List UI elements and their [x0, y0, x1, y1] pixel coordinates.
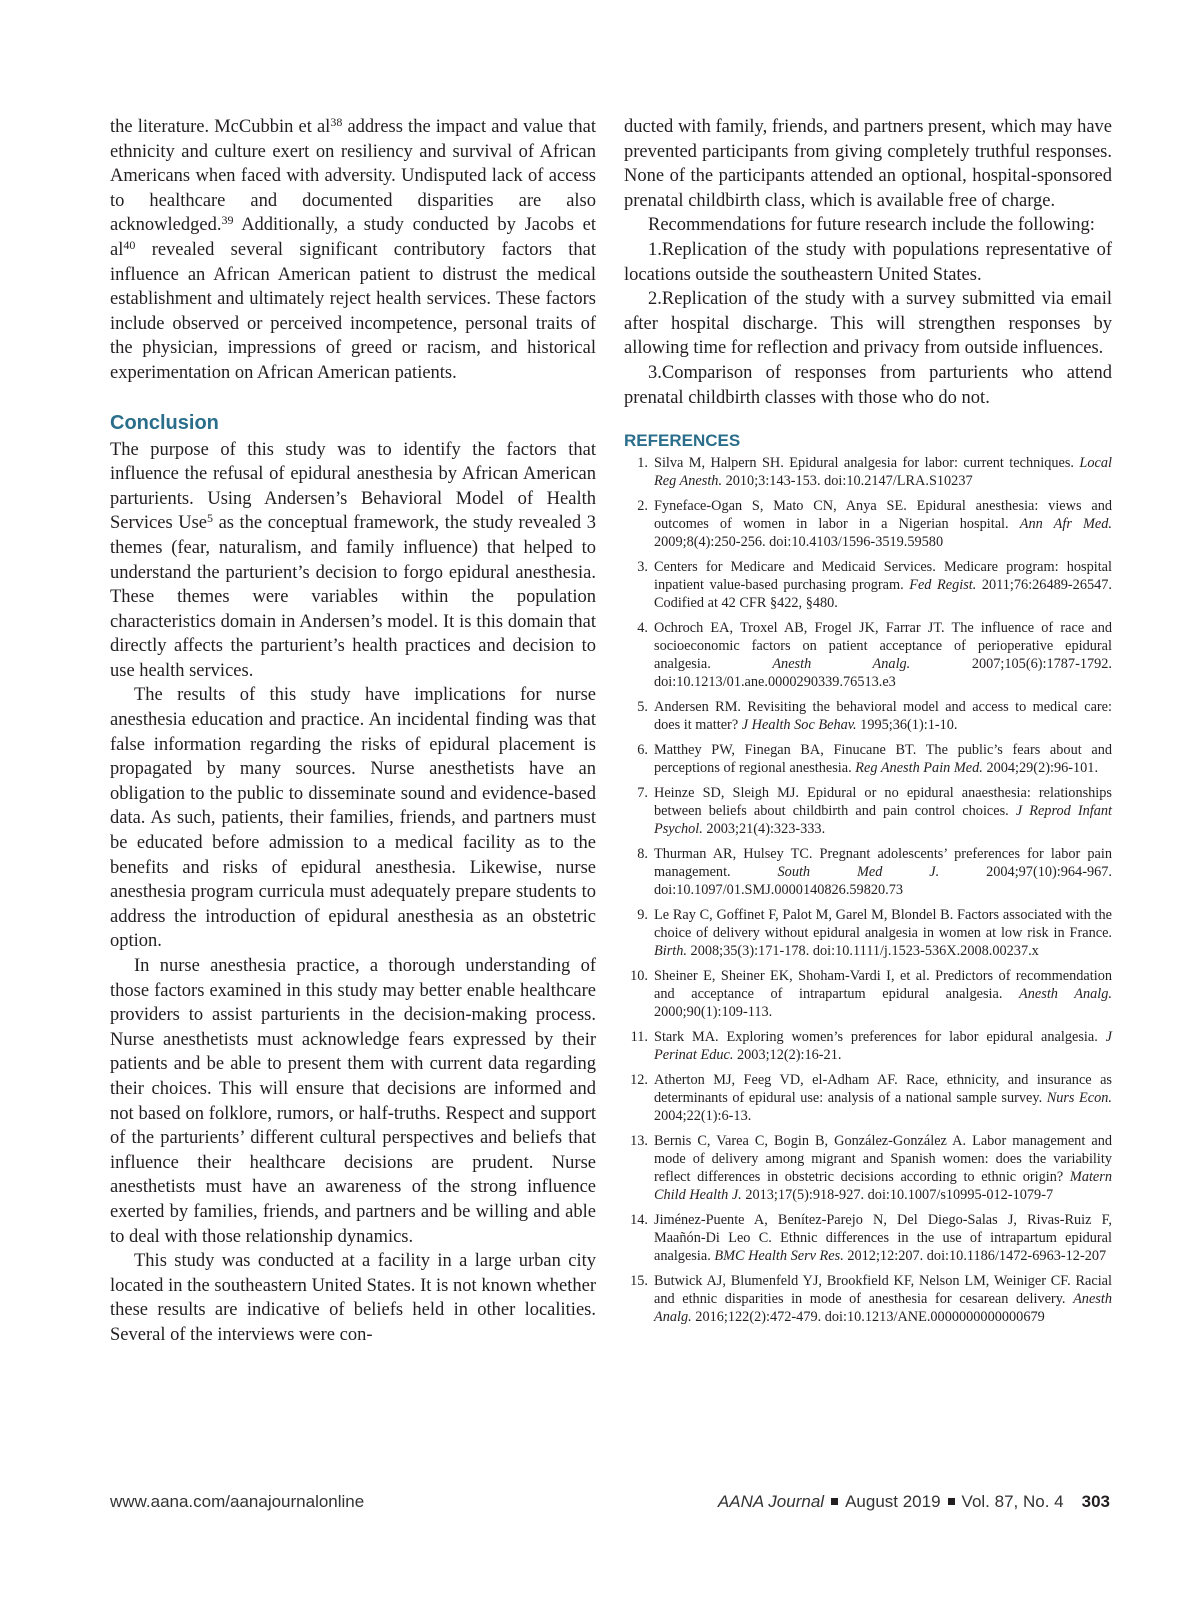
list-item: 1.Replication of the study with populations representative of locations outside the southeastern United States.: [624, 239, 1112, 285]
body-paragraph: Recommendations for future research include the following:: [648, 215, 1095, 236]
reference-number: 1 .: [624, 454, 648, 472]
journal-title: Reg Anesth Pain Med.: [855, 760, 983, 777]
footer-citation: [718, 1492, 1110, 1512]
citation-superscript: 40: [123, 237, 136, 252]
reference-item: 13 . Bernis C, Varea C, Bogin B, González-González A. Labor management and mode of delivery among migrant and Spanish women: does the variability reflect differences in obstetric decisions according to ethnic origin? Matern Child Health J. 2013;17(5):918-927. doi:10.1007/s10995-012-1079-7: [624, 1132, 1112, 1204]
right-column: [624, 115, 1112, 1333]
journal-title: Ann Afr Med.: [1019, 516, 1112, 533]
volume-issue: Vol. 87, No. 4: [961, 1492, 1064, 1511]
journal-title: Fed Regist.: [909, 577, 977, 594]
journal-url-link[interactable]: www.aana.com/aanajournalonline: [110, 1492, 365, 1511]
body-paragraph: In nurse anesthesia practice, a thorough understanding of those factors examined in this study may better enable healthcare providers to assist parturients in the decision-making process. Nurse anesthetists must acknowledge fears expressed by their patients and be able to present them with current data regarding their choices. This will ensure that decisions are informed and not based on folklore, rumors, or half-truths. Respect and support of the parturients’ different cultural perspectives and beliefs that influence their healthcare decisions are prudent. Nurse anesthetists must have an awareness of the strong influence exerted by families, friends, and partners and be willing and able to deal with those relationship dynamics.: [110, 956, 596, 1247]
body-paragraph: The purpose of this study was to identify the factors that influence the refusal of epidural anesthesia by African American parturients. Using Andersen’s Behavioral Model of Health Services Use$^5$ as the conceptual framework, the study revealed 3 themes (fear, naturalism, and family influence) that helped to understand the parturient’s decision to forgo epidural anesthesia. These themes were variables within the population characteristics domain in Andersen’s model. It is this domain that directly affects the parturient’s health practices and decision to use health services.: [110, 439, 596, 681]
reference-item: 9 . Le Ray C, Goffinet F, Palot M, Garel M, Blondel B. Factors associated with the choice of delivery without epidural analgesia in women at low risk in France. Birth. 2008;35(3):171-178. doi:10.1111/j.1523-536X.2008.00237.x: [624, 906, 1112, 960]
journal-title: Nurs Econ.: [1046, 1090, 1112, 1107]
recommendations-list: [624, 238, 1112, 410]
journal-title: Anesth Analg.: [1019, 986, 1112, 1003]
reference-item: 8 . Thurman AR, Hulsey TC. Pregnant adolescents’ preferences for labor pain management. South Med J. 2004;97(10):964-967. doi:10.1097/01.SMJ.0000140826.59820.73: [624, 845, 1112, 899]
journal-title: Local Reg Anesth.: [654, 455, 1112, 490]
conclusion-heading: Conclusion: [110, 411, 219, 434]
citation-superscript: 39: [221, 213, 234, 228]
reference-number: 11 .: [624, 1028, 648, 1046]
reference-item: 2 . Fyneface-Ogan S, Mato CN, Anya SE. Epidural anesthesia: views and outcomes of women in labor in a Nigerian hospital. Ann Afr Med. 2009;8(4):250-256. doi:10.4103/1596-3519.59580: [624, 497, 1112, 551]
reference-number: 5 .: [624, 698, 648, 716]
journal-title: Birth.: [654, 943, 687, 960]
journal-title: BMC Health Serv Res.: [714, 1248, 844, 1265]
reference-number: 2 .: [624, 497, 648, 515]
reference-item: 12 . Atherton MJ, Feeg VD, el-Adham AF. Race, ethnicity, and insurance as determinants of epidural use: analysis of a national sample survey. Nurs Econ. 2004;22(1):6-13.: [624, 1071, 1112, 1125]
reference-item: 3 . Centers for Medicare and Medicaid Services. Medicare program: hospital inpatient value-based purchasing program. Fed Regist. 2011;76:26489-26547. Codified at 42 CFR §422, §480.: [624, 558, 1112, 612]
reference-item: 10 . Sheiner E, Sheiner EK, Shoham-Vardi I, et al. Predictors of recommendation and acceptance of intrapartum epidural analgesia. Anesth Analg. 2000;90(1):109-113.: [624, 967, 1112, 1021]
journal-title: South Med J.: [777, 864, 940, 881]
reference-number: 9 .: [624, 906, 648, 924]
reference-item: 6 . Matthey PW, Finegan BA, Finucane BT. The public’s fears about and perceptions of regional anesthesia. Reg Anesth Pain Med. 2004;29(2):96-101.: [624, 741, 1112, 777]
journal-title: Anesth Analg.: [772, 656, 911, 673]
body-paragraph: the literature. McCubbin et $al^{38}$ address the impact and value that ethnicity and culture exert on resiliency and survival of African Americans when faced with adversity. Undisputed lack of access to healthcare and documented disparities are also acknowledged.$^{39}$ Additionally, a study conducted by Jacobs et $al^{40}$ revealed several significant contributory factors that influence an African American patient to distrust the medical establishment and ultimately reject health services. These factors include observed or perceived incompetence, personal traits of the physician, impressions of greed or racism, and historical experimentation on African American patients.: [110, 115, 596, 383]
list-item: 3.Comparison of responses from parturients who attend prenatal childbirth classes with those who do not.: [624, 362, 1112, 408]
reference-number: 15 .: [624, 1272, 648, 1290]
left-column: [110, 115, 596, 1348]
body-paragraph: This study was conducted at a facility in a large urban city located in the southeastern United States. It is not known whether these results are indicative of beliefs held in other localities. Several of the interviews were con-: [110, 1251, 596, 1345]
reference-item: 14 . Jiménez-Puente A, Benítez-Parejo N, Del Diego-Salas J, Rivas-Ruiz F, Maañón-Di Leo C. Ethnic differences in the use of intrapartum epidural analgesia. BMC Health Serv Res. 2012;12:207. doi:10.1186/1472-6963-12-207: [624, 1211, 1112, 1265]
journal-title: Anesth Analg.: [654, 1291, 1112, 1326]
page-footer: [110, 1492, 1110, 1516]
reference-item: 15 . Butwick AJ, Blumenfeld YJ, Brookfield KF, Nelson LM, Weiniger CF. Racial and ethnic disparities in mode of anesthesia for cesarean delivery. Anesth Analg. 2016;122(2):472-479. doi:10.1213/ANE.0000000000000679: [624, 1272, 1112, 1326]
reference-number: 7 .: [624, 784, 648, 802]
references-heading: REFERENCES: [624, 431, 741, 451]
journal-title: Matern Child Health J.: [654, 1169, 1112, 1204]
reference-item: 11 . Stark MA. Exploring women’s preferences for labor epidural analgesia. J Perinat Educ. 2003;12(2):16-21.: [624, 1028, 1112, 1064]
separator-square-icon: [831, 1498, 838, 1505]
journal-title: J Reprod Infant Psychol.: [654, 803, 1112, 838]
journal-name: AANA Journal: [717, 1492, 825, 1511]
list-item: 2.Replication of the study with a survey submitted via email after hospital discharge. This will strengthen responses by allowing time for reflection and privacy from outside influences.: [624, 289, 1112, 359]
reference-number: 14 .: [624, 1211, 648, 1229]
reference-number: 4 .: [624, 619, 648, 637]
separator-square-icon: [948, 1498, 955, 1505]
reference-number: 12 .: [624, 1071, 648, 1089]
journal-title: J Perinat Educ.: [654, 1029, 1112, 1064]
reference-number: 10 .: [624, 967, 648, 985]
reference-item: 4 . Ochroch EA, Troxel AB, Frogel JK, Farrar JT. The influence of race and socioeconomic factors on patient acceptance of perioperative epidural analgesia. Anesth Analg. 2007;105(6):1787-1792. doi:10.1213/01.ane.0000290339.76513.e3: [624, 619, 1112, 691]
citation-superscript: 5: [207, 511, 214, 526]
reference-item: 1 . Silva M, Halpern SH. Epidural analgesia for labor: current techniques. Local Reg Anesth. 2010;3:143-153. doi:10.2147/LRA.S10237: [624, 454, 1112, 490]
body-paragraph: The results of this study have implications for nurse anesthesia education and practice. An incidental finding was that false information regarding the risks of epidural placement is propagated by many sources. Nurse anesthetists have an obligation to the public to disseminate sound and evidence-based data. As such, patients, their families, friends, and partners must be educated before admission to a medical facility as to the benefits and risks of epidural anesthesia. Likewise, nurse anesthesia program curricula must adequately prepare students to address the introduction of epidural anesthesia as an obstetric option.: [110, 685, 596, 952]
reference-number: 3 .: [624, 558, 648, 576]
page-number: 303: [1081, 1492, 1110, 1511]
journal-title: J Health Soc Behav.: [741, 717, 857, 734]
issue-date: August 2019: [845, 1492, 941, 1511]
citation-superscript: 38: [330, 115, 343, 129]
body-paragraph: ducted with family, friends, and partners present, which may have prevented participants from giving completely truthful responses. None of the participants attended an optional, hospital-sponsored prenatal childbirth class, which is available free of charge.: [624, 117, 1112, 211]
reference-number: 13 .: [624, 1132, 648, 1150]
reference-item: 5 . Andersen RM. Revisiting the behavioral model and access to medical care: does it matter? J Health Soc Behav. 1995;36(1):1-10.: [624, 698, 1112, 734]
reference-list: [624, 454, 1112, 1326]
reference-number: 8 .: [624, 845, 648, 863]
reference-number: 6 .: [624, 741, 648, 759]
reference-item: 7 . Heinze SD, Sleigh MJ. Epidural or no epidural anaesthesia: relationships between beliefs about childbirth and pain control choices. J Reprod Infant Psychol. 2003;21(4):323-333.: [624, 784, 1112, 838]
